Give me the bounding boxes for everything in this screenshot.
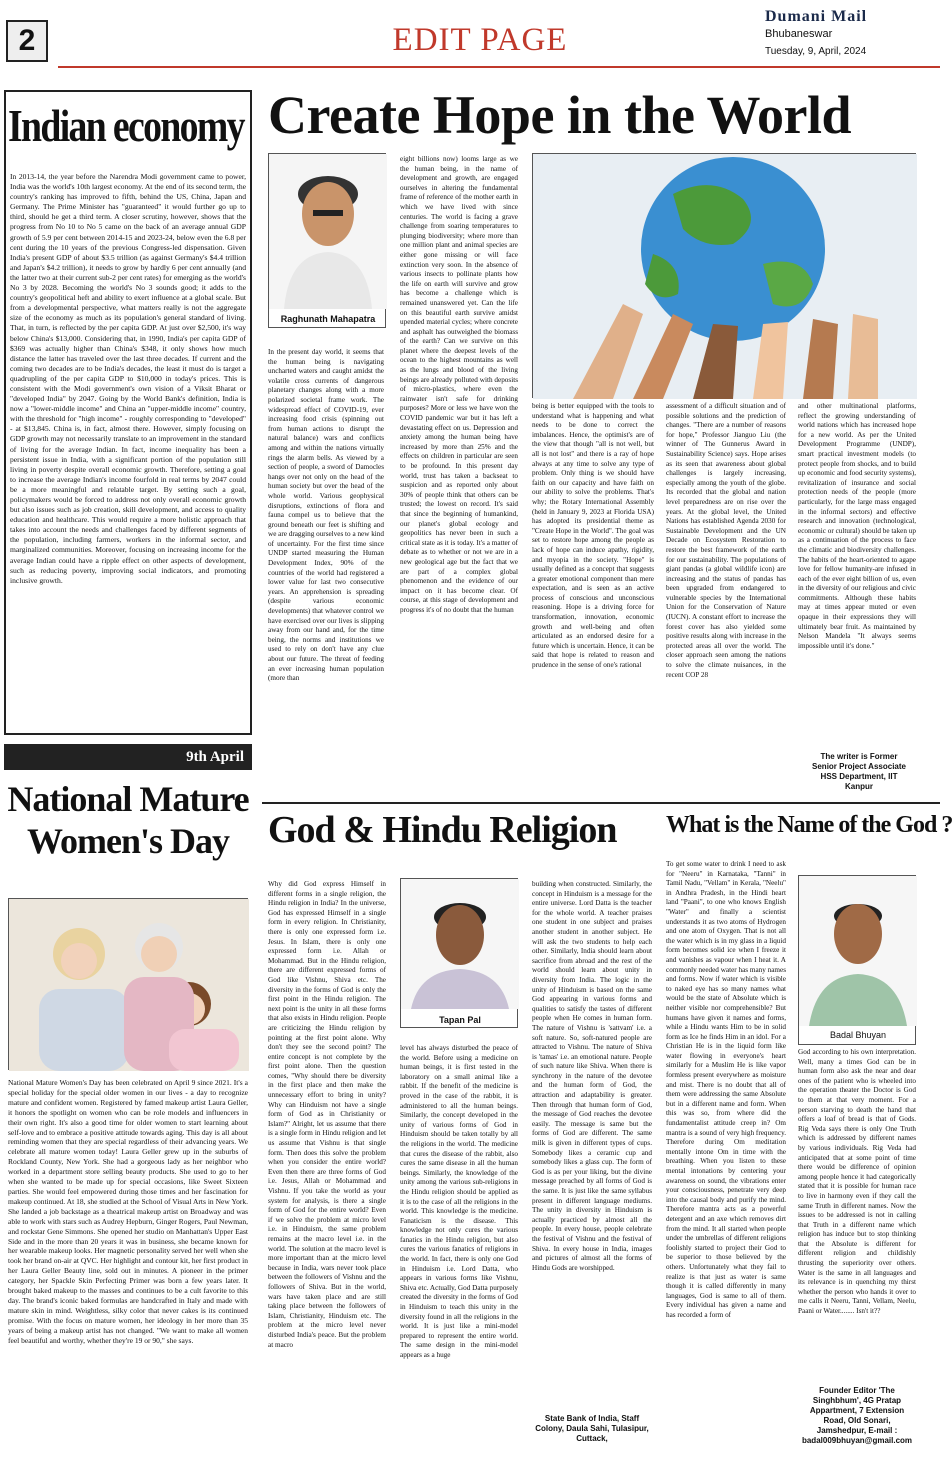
author-caption-badal: Badal Bhuyan bbox=[829, 1030, 887, 1040]
hope-writer-note: The writer is Former Senior Project Associate HSS Department, IIT Kanpur bbox=[812, 752, 906, 791]
womens-day-date: 9th April bbox=[4, 744, 252, 770]
hope-column-3: being is better equipped with the tools to understand what is happening and what needs to be done to correct the imbalances. Hence, the optimist's are of the view that though "all is not well, but all is not lost" and there is a ray of hope always at any time to solve any type of problem. Only thing is we should have faith on our capacity and have faith on our ability to solve the problems. That's why; the Rotary International Assembly (held in January 9, 2023 at Florida USA) has adopted its presidential theme as "Create Hope in the World". The goal was set to restore hope among the people as lack of hope can induce apathy, rigidity, and myopia in the society. "Hope" is usually defined as a concept that suggests a greater emotional component than mere expectation, and is seen as an active process of conscious and unconscious reasoning. Hope is a driving force for transformation, innovation, economic growth and well-being and often articulated as an endorsed desire for a future which is uncertain. Hence, it can be said that hope is related to reason and prudence in the sense of one's rational bbox=[532, 402, 654, 670]
name-of-god-title: What is the Name of the God ? bbox=[666, 812, 952, 838]
section-divider bbox=[262, 802, 940, 804]
header-rule bbox=[58, 66, 940, 68]
author-photo-tapan bbox=[400, 878, 518, 1028]
author-portrait-icon bbox=[799, 876, 917, 1026]
author-caption-tapan: Tapan Pal bbox=[439, 1015, 481, 1025]
god-religion-title: God & Hindu Religion bbox=[268, 809, 617, 851]
hands-globe-icon bbox=[533, 154, 917, 399]
hope-image bbox=[532, 153, 916, 398]
hope-title: Create Hope in the World bbox=[268, 85, 851, 145]
author-photo-badal bbox=[798, 875, 916, 1045]
god-religion-column-2: level has always disturbed the peace of the world. Before using a medicine on human beings, it is first tested in the laboratory on a small animal like a rabbit. If the benefit of the medicine is proved in the case of the rabbit, it is administered to all the human beings. Similarly, the concept developed in the unity of various forms of God in Hinduism should be taken totally by all the religions in the world. The medicine that cures the disease of the rabbit, also cures the same disease in all the human beings. Similarly, the knowledge of the unity among the various sub-religions in the Hindu religion should be applied as it is to the case of all the religions in the world. This knowledge is the medicine. Fanaticism is the disease. This knowledge not only cures the various fanatics in the Hindu religion, but also cures the various fanatics of religions in the world. In fact, there is only one God in Hinduism i.e. Lord Datta, who appears in various forms like Vishnu, Shiva etc. Actually, God Datta purposely created the diversity in the forms of God in Hinduism to teach this unity in the diversity found in all the religions in the world. It is just like a mini-model prepared to represent the entire world. The same design in the mini-model appears as a huge bbox=[400, 1044, 518, 1359]
womens-day-body: National Mature Women's Day has been celebrated on April 9 since 2021. It's a special holiday for the special older women in our lives - a day to recognize mature and confident women. Registered by famed makeup artist Laura Geller, it honors the spotlight on women who can be role models and influencers in their own right. It's also a good time for older women to start learning about self-love and to embrace a positive attitude towards aging. This day is all about reminding women that they are special regardless of their advancing years. We celebrate all mature women today! Laura Geller grew up in the suburbs of Rockland County, New York. She had a gorgeous lady as her neighbor who worked in a department store selling beauty products. She used to go to her when she wanted to be made up for special occasions, like Sweet Sixteen parties. She would feel empowered during those times and her fascination for makeup continued. At 18, she studied at the School of Visual Arts in New York. She landed a job backstage as a theatrical makeup artist on Broadway and was able to work with stars such as Audrey Hepburn, Ginger Rogers, Paul Newman, and rockstar Gene Simmons. She opened her studio on Manhattan's Upper East Side and in the more than 20 years it was in business, she became known for her wearable makeup looks. Her magnetic personality served her well when she took her brand on-air at QVC. Her highlight and contour kit, her first product in her Laura Geller Beauty line, sold out in minutes. A pioneer in the primer category, her Spackle Skin Perfecting Primer was born a few years later. It brought baked makeup to the masses and continues to be a cult favorite to this day. The brand's iconic baked formulas are handcrafted in Italy and made with mature skin in mind. Weightless, silky color that never cakes is its continued promise. With the focus on mature women, her ideology in her more than 35 years of being a makeup artist has not changed. "We want to make all women feel beautiful and worthy, whether they're 19 or 90," she says. bbox=[8, 1078, 248, 1345]
indian-economy-body: In 2013-14, the year before the Narendra Modi government came to power, India was the world's 10th largest economy. At the end of its second term, the country's ranking has improved to fifth, behind the US, China, Japan and Germany. The Prime Minister has "guaranteed" it would further go up to third, should he get a third term. A closer scrutiny, however, shows that the progress from No 10 to No 5 came on the back of an average annual GDP growth of 5.9 per cent between 2014-15 and 2023-24, below even the 6.8 per cent during the 10 years of the previous Congress-led dispensation. Given India's present GDP of about $3.5 trillion (as against Germany's $4.4 trillion and Japan's $4.2 trillion), it needs to grow by hardly 6 per cent annually (and the latter two at their current sub-2 per cent rates) for emerging as the world's No 3 by 2028. Becoming the world's No 3 sounds good; it adds to the country's geopolitical heft and ability to exert influence at a global scale. But from a developmental perspective, what matters really is not the aggregate size of the economy as much as its population's general standard of living. That, in turn, is reflected by the per capita GDP. At just over $2,500, it's way below China's $13,000. Considering that, in 1990, India's per capita GDP of $369 was actually higher than China's $348, it only shows how much distance the latter has traveled over the last three decades. If current and the coming two decades are to be India's decades, the least it must do is target a quadrupling of the per capita GDP to $10,000 in today's prices. This is consistent with the Modi government's own vision of a Viksit Bharat or "developed India" by 2047. Going by the World Bank's definition, India is now a "lower-middle income" and China an "upper-middle income" country, with the threshold for "high income" - roughly corresponding to "developed" - at $13,845. China is, in fact, almost there. However, simply focusing on GDP growth may not necessarily translate to an improvement in the standard of living for the average Indian. In fact, income inequality has been a persistent issue in India, with a significant portion of the population still living in poverty despite overall economic growth. Therefore, setting a goal to increase the average Indian's income fourfold in real terms by 2047 could be a more meaningful and relatable target. By setting such a goal, policymakers would be forced to address not only overall economic growth but also issues such as job creation, skill development, and access to quality education and healthcare. This would require a more holistic approach that takes into account the needs and challenges faced by different segments of the population, including farmers, workers in the informal sector, and marginalized communities. Moreover, focusing on increasing income for the average Indian could have a ripple effect on other aspects of development, such as reducing poverty, improving social indicators, and promoting inclusive growth. bbox=[10, 172, 246, 585]
god-religion-column-3: building when constructed. Similarly, the concept in Hinduism is a message for the entire universe. Lord Datta is the teacher for the whole world. A teacher praises one student in one subject and praises another student in another subject. He will ask the two students to help each other. Similarly, India should learn about sacrifice from abroad and the rest of the world should learn about unity in diversity from India. The logic in the unity of Hinduism is based on the same God appearing in various forms and qualities to satisfy the tastes of different people when He comes in human form. The nature of Vishnu is 'sattvam' i.e. a soft nature. So, soft-natured people are attracted to Vishnu. The nature of Shiva is 'tamas' i.e. an emotional nature. People of such nature like Shiva. When there is synchrony in the nature of the devotee and the human form of God, the attraction and adaptability is greater. Then through that human form of God, the message of God reaches the devotee easily. The message is same but the forms of God are different. The same milk is given in different types of cups. Somebody likes a ceramic cup and somebody likes a glass cup. The form of God is as per your liking, but the divine message preached by all forms of God is the same. It is just like the same syllabus present in different language mediums. The unity in diversity in Hinduism is actually practiced by almost all the people. In every house, people celebrate the festival of Vishnu and the festival of Shiva. In every house in India, images and pictures of almost all the forms of Hindu Gods are worshipped. bbox=[532, 880, 652, 1272]
hope-column-4: assessment of a difficult situation and of possible solutions and the prediction of changes. "There are a number of reasons for hope," Professor Jianguo Liu (the winner of The Gunnerus Award in Sustainability Science) says. Hope arises as its seen that awareness about global challenges is largely increasing, especially among the youth of the globe. Its recorded that the global and nation level preparedness are on rise over the years. At the global level, the United Nations has established Agenda 2030 for Sustainable Development and the UN Decade on Ecosystem Restoration to restore the best framework of the earth for our sustainability. The populations of giant pandas (a global wildlife icon) are increasing and the status of pandas has been upgraded from endangered to vulnerable species by the International Union for the Conservation of Nature (IUCN). A constant effort to increase the forest cover has also yielded some positive results along with increase in the protected areas all over the world. The closer approach seen among the nations to solve the climate nuisances, in the recent COP 28 bbox=[666, 402, 786, 679]
section-title: EDIT PAGE bbox=[392, 22, 568, 58]
paper-name: Dumani Mail bbox=[765, 8, 868, 25]
name-of-god-column-1: To get some water to drink I need to ask for "Neeru" in Karnataka, "Tanni" in Tamil Nadu, "Vellam" in Kerala, "Neelu" in Andhra Pradesh, in the Hindi heart land "Paani", to one who knows English "Water" and finally a scientist understands it as two atoms of Hydrogen and one atom of Oxygen. That is not all the water which is in my glass in a liquid form becomes solid ice when I freeze it and vanishes as vapour when I heat it. A commonly needed water has many names and forms. Now if water which is visible to naked eye has so many names what would be the state of Absolute which is neither visible nor comprehensible? But humans have given it names and forms, while a Hindu wants Him to be in solid form as Ice he finds Him in an idol. For a Christian He is in the liquid form like water flowing in everyone's heart similarly for a Muslim He is like vapor formless present everywhere as moisture and mist. There is no doubt that all of them were addressing the same Absolute but in a different name and form. When this was so, from where did the fundamentalist attitude creep in? Om mantra is a sound of very high frequency. Therefore during Om meditation mentally intone Om in time with the breathing. When you listen to these mental intonations by centering your awareness on sound, the vibrations enter your consciousness, penetrate very deep into the causal body and purify the mind. Therefore mantra acts as a powerful detergent and an axe which removes dirt from the mind. It all started when people under the umbrellas of different religions foolishly started to project their God to be superior to those believed by the others. Unfortunately what they fail to realize is that just as water is same though it is called differently in many languages, God is same to all of them. Every individual has given a name and has recorded a form of bbox=[666, 860, 786, 1319]
name-of-god-column-2: God according to his own interpretation. Well, many a times God can be in human form also ask the near and dear ones of the patient who is wheeled into the operation theater the Doctor is God to them at that very moment. For a person starving to death the hand that offers a loaf of bread is that of Gods. Rig Veda says there is only One Truth which is addressed by different names by various individuals. Rig Veda had anticipated that at some point of time there would be difference of opinion among people hence it had categorically stated that it is possible for human race to live in harmony even if they call the same Truth in different names. Now the issues to be addressed is not in calling that Truth in a different name which religion has induce but to stop thinking that the Absolute is different for different religion and childishly thrusting the superiority over others. Water is the same in all languages and its relevance is in quenching my thirst whether the person who hands it over to me calls it Neeru, Tanni, Vellam, Neelu, Paani or Water........ Isn't it?? bbox=[798, 1048, 916, 1316]
author-photo-raghunath bbox=[268, 153, 386, 328]
masthead bbox=[765, 8, 940, 57]
god-religion-column-1: Why did God express Himself in different forms in a single religion, the Hindu religion in India? In the universe, God has expressed Himself in a single form in every religion. In Christianity, there is only one expressed form i.e. Jesus. In Islam, there is only one expressed form i.e. Allah or Mohammad. But in the Hindu religion, there are different expressed forms of God like Vishnu, Shiva etc. The diversity in the forms of God is only the first point in the Hindu religion. The next point is the unity in all these forms that also exists in Hindu religion. People are criticizing the Hindu religion by pointing at the first point alone. Why don't they see the second point? The entire concept is not complete by the first point alone. Then the question comes, "Why should there be diversity in the first place and then make the unnecessary effort to bring in unity? Why can Hinduism not have a single form of God as in Christianity or Islam?" Alright, let us assume that there is a single form in Hindu religion and let us assume that Vishnu is that single form. Then does this solve the problem when you consider the entire world? Even then there are three forms of God i.e. Jesus, Allah or Mohammad and Vishnu. If you take the world as your system for analysis, is there a single form of God for the entire world? Even if we solve the problem at micro level i.e. in Hinduism, the same problem remains at the macro level i.e. in the world. The solution at the macro level is more important than at the micro level because in India, wars never took place between the followers of Vishnu and the followers of Shiva. But in the world, wars have taken place and are still taking place between the followers of Islam, Christianity, Hinduism etc. The problem at the micro level never disturbed India's peace. But the problem at macro bbox=[268, 880, 386, 1349]
womens-day-title: National Mature Women's Day bbox=[7, 779, 249, 861]
women-family-photo-icon bbox=[9, 899, 249, 1071]
issue-date: Tuesday, 9, April, 2024 bbox=[765, 46, 867, 57]
indian-economy-title: Indian economy bbox=[8, 100, 244, 151]
womens-day-photo bbox=[8, 898, 248, 1070]
page-number: 2 bbox=[6, 20, 48, 62]
city: Bhubaneswar bbox=[765, 28, 833, 40]
hope-column-5: and other multinational platforms, reflect the growing understanding of world nations which has increased hope for a new world. As per the United Development Programme (UNDP), smart practical investment models (to protect people from shocks, and to build up economic and food security systems), revitalization of insurance and social protection needs of the people (more particularly, for the large mass engaged in the informal sectors) and effective research and innovation (technological, economic or cultural) should be taken up as a continuation of the process to face the climatic and biodiversity challenges. The habits of the heart-oriented to agape love for fellow humanity-are infused in each of the ever eight billion of us, even in the diversity of our religious and civic commitments. Although these habits may at times appear muted or even opaque in their expressions they will ultimately bear fruit. As maintained by Nelson Mandela "It always seems impossible until it's done." bbox=[798, 402, 916, 650]
hope-column-1: In the present day world, it seems that the human being is navigating uncharted waters and caught amidst the volatile cross currents of dangerous planetary changes along with a more polarized societal frame work. The widespread effect of COVID-19, ever increasing food crisis (spinning out from human actions to disrupt the natural balance) wars and conflicts among and within the nations virtually rings the alarm bells. As viewed by a section of people, a sword of Damocles hangs over not only on the head of the human society but over the head of the whole world. Various geophysical disruptions, extinctions of flora and fauna compel us to believe that the ground beneath our feet is shifting and we are dragging ourselves to a new kind of uncertainty. For the first time since UNDP started measuring the Human Development Index, 90% of the countries of the world had registered a lower value for last two consecutive years. An apprehension is spreading (despite various economic developments) that whatever control we have exercised over our lives is slipping away from our hand and, for the time being, the norms and institutions we used to rely on don't have any clue about our future. The threat of feeding an ever increasing human population (more than bbox=[268, 348, 384, 683]
author-portrait-icon bbox=[401, 879, 519, 1009]
god-religion-writer-note: State Bank of India, Staff Colony, Daula Sahi, Tulasipur, Cuttack, bbox=[535, 1414, 649, 1443]
hope-column-2: eight billions now) looms large as we the human being, in the name of development and growth, are engaged ourselves in altering the fundamental frame of reference of the mother earth in which we have lived with since centuries. The world is facing a grave challenge from soaring temperatures to plunging biodiversity; where more than one million plant and animal species are either gone missing or will face extinction very soon. In the absence of various insects to pollinate plants how the life on earth will survive and grow has become a challenge which is remained unanswered yet. Can the life on this beautiful earth survive amidst upended material cycles; where concrete and asphalt has outweighed the biomass of the earth? Can we survive on this planet where the deepest levels of the ocean to the highest mountains as well as the lungs and blood of the living beings are already polluted with deposits of micro-plastics, where even the rainwater isn't safe for drinking purposes? More or less we have won the COVID pandemic war but it has left a devastating effect on us. Depression and anxiety among the human being have increased by more than 25% and the effects on children in particular are seen to be profound. In this present day world, trust has taken a backseat to suspicion and as reported only about 30% of people think that others can be trusted; the lowest on record. It's said that since the beginning of humankind, our planet's global ecology and geopolitics has never been in such a critical state as it is today. It's a matter of debate as to whether or not we are in a new geological age but the fact that we are part of a complex global phenomenon and the evidence of our impact on it has become clear. Of course, at this stage of development and progress it's of no doubt that the human bbox=[400, 155, 518, 614]
name-of-god-writer-note: Founder Editor 'The Singhbhum', 4G Pratap Appartment, 7 Extension Road, Old Sonari, Jamshedpur, E-mail : badal009bhuyan@gmail.com bbox=[801, 1386, 913, 1445]
author-portrait-icon bbox=[269, 154, 387, 309]
author-caption-raghunath: Raghunath Mahapatra bbox=[280, 314, 376, 324]
